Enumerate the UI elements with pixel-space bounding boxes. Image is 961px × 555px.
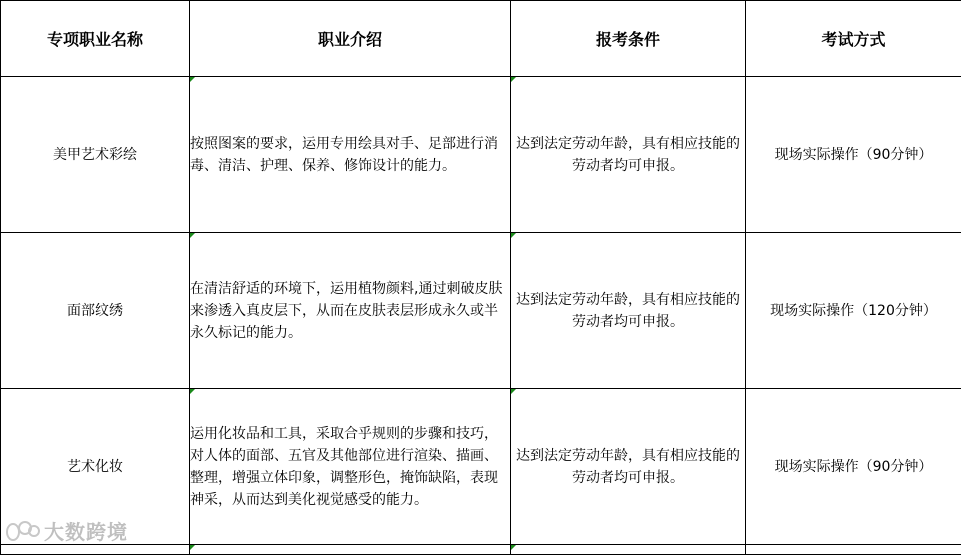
intro-text: 按照图案的要求，运用专用绘具对手、足部进行消毒、清洁、护理、保养、修饰设计的能力。 xyxy=(190,136,498,174)
brand-logo-icon xyxy=(6,519,40,543)
watermark xyxy=(6,516,128,545)
table-row xyxy=(1,233,961,389)
watermark-text: 大数跨境 xyxy=(44,516,128,545)
table-row xyxy=(1,77,961,233)
cell-condition xyxy=(511,389,746,545)
header-name: 专项职业名称 xyxy=(1,1,190,77)
intro-text: 在清洁舒适的环境下，运用植物颜料,通过刺破皮肤来渗透入真皮层下，从而在皮肤表层形成永久或半永久标记的能力。 xyxy=(190,281,502,341)
table-row xyxy=(1,389,961,545)
cell-name: 美甲艺术彩绘 xyxy=(1,77,190,233)
cell-exam: 现场实际操作（90分钟） xyxy=(746,389,961,545)
cell-exam: 现场实际操作（90分钟） xyxy=(746,77,961,233)
intro-text: 运用化妆品和工具，采取合乎规则的步骤和技巧，对人体的面部、五官及其他部位进行渲染、描画、整理，增强立体印象，调整形色，掩饰缺陷，表现神采，从而达到美化视觉感受的能力。 xyxy=(190,426,498,508)
comment-marker-icon xyxy=(190,389,195,394)
condition-text: 达到法定劳动年龄，具有相应技能的劳动者均可申报。 xyxy=(516,448,740,486)
comment-marker-icon xyxy=(511,77,516,82)
condition-text: 达到法定劳动年龄，具有相应技能的劳动者均可申报。 xyxy=(516,292,740,330)
comment-marker-icon xyxy=(190,77,195,82)
cell-intro xyxy=(190,233,511,389)
condition-text: 达到法定劳动年龄，具有相应技能的劳动者均可申报。 xyxy=(516,136,740,174)
cell-condition xyxy=(511,77,746,233)
comment-marker-icon xyxy=(511,545,516,550)
header-exam: 考试方式 xyxy=(746,1,961,77)
comment-marker-icon xyxy=(190,545,195,550)
cell-exam: 现场实际操作（120分钟） xyxy=(746,233,961,389)
cell-intro xyxy=(190,77,511,233)
header-condition: 报考条件 xyxy=(511,1,746,77)
cell-name: 面部纹绣 xyxy=(1,233,190,389)
cell-condition xyxy=(511,233,746,389)
cell-name: 艺术化妆 xyxy=(1,389,190,545)
header-intro: 职业介绍 xyxy=(190,1,511,77)
comment-marker-icon xyxy=(190,233,195,238)
comment-marker-icon xyxy=(511,233,516,238)
comment-marker-icon xyxy=(511,389,516,394)
header-row xyxy=(1,1,961,77)
cell-intro xyxy=(190,389,511,545)
